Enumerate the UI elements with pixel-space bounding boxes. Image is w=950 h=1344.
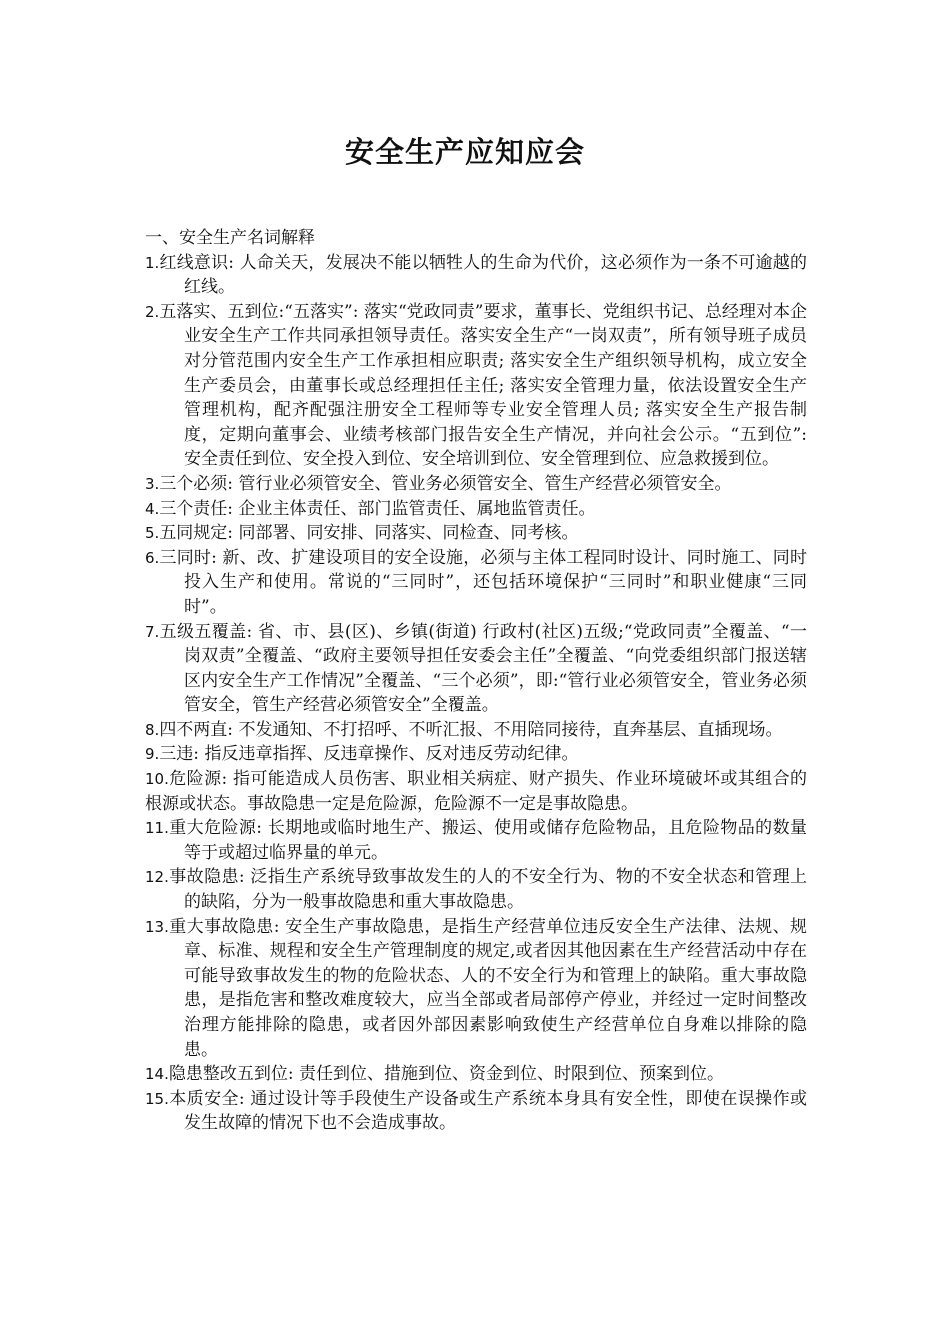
item-number: 14. xyxy=(145,1065,169,1084)
item-number: 2. xyxy=(145,302,160,321)
item-number: 1. xyxy=(145,253,160,272)
list-item xyxy=(145,767,807,816)
item-number: 8. xyxy=(145,720,160,739)
item-text: 三个必须: 管行业必须管安全、管业务必须管安全、管生产经营必须管安全。 xyxy=(159,473,732,494)
list-item xyxy=(145,1062,807,1087)
item-text: 三同时: 新、改、扩建设项目的安全设施，必须与主体工程同时设计、同时施工、同时投入生产和使用。常说的“三同时”，还包括环境保护“三同时”和职业健康“三同时”。 xyxy=(159,547,808,617)
item-text: 本质安全: 通过设计等手段使生产设备或生产系统本身具有安全性，即使在误操作或发生故障的情况下也不会造成事故。 xyxy=(168,1088,807,1134)
document-title: 安全生产应知应会 xyxy=(344,135,585,169)
item-number: 13. xyxy=(145,917,169,936)
item-text: 五级五覆盖: 省、市、县(区)、乡镇(街道) 行政村(社区)五级;“党政同责”全覆盖、“一岗双责”全覆盖、“政府主要领导担任安委会主任”全覆盖、“向党委组织部门报送辖区内安全生产工作情况”全覆盖、“三个必须”，即:“管行业必须管安全，管业务必须管安全，管生产经营必须管安全”全覆盖。 xyxy=(159,621,807,716)
item-text: 红线意识: 人命关天，发展决不能以牺牲人的生命为代价，这必须作为一条不可逾越的红线。 xyxy=(159,252,807,298)
list-item xyxy=(145,865,807,914)
list-item xyxy=(145,251,807,300)
item-number: 3. xyxy=(145,474,160,493)
item-number: 7. xyxy=(145,622,160,641)
list-item xyxy=(145,497,807,522)
item-number: 4. xyxy=(145,499,160,518)
item-text: 五落实、五到位:“五落实”: 落实“党政同责”要求，董事长、党组织书记、总经理对本企业安全生产工作共同承担领导责任。落实安全生产“一岗双责”，所有领导班子成员对分管范围内安全生产工作承担相应职责; 落实安全生产组织领导机构，成立安全生产委员会，由董事长或总经理担任主任; 落实安全管理力量，依法设置安全生产管理机构，配齐配强注册安全工程师等专业安全管理人员; 落实安全生产报告制度，定期向董事会、业绩考核部门报告安全生产情况，并向社会公示。“五到位”: 安全责任到位、安全投入到位、安全培训到位、安全管理到位、应急救援到位。 xyxy=(159,301,807,470)
list-item xyxy=(145,718,807,743)
item-text: 重大危险源: 长期地或临时地生产、搬运、使用或储存危险物品，且危险物品的数量等于或超过临界量的单元。 xyxy=(168,818,807,863)
list-item xyxy=(145,620,807,718)
item-number: 11. xyxy=(145,819,169,838)
item-text: 三违: 指反违章指挥、反违章操作、反对违反劳动纪律。 xyxy=(159,744,579,765)
list-item xyxy=(145,1087,807,1136)
item-text: 重大事故隐患: 安全生产事故隐患，是指生产经营单位违反安全生产法律、法规、规章、标准、规程和安全生产管理制度的规定,或者因其他因素在生产经营活动中存在可能导致事故发生的物的危险状态、人的不安全行为和管理上的缺陷。重大事故隐患，是指危害和整改难度较大，应当全部或者局部停产停业，并经过一定时间整改治理方能排除的隐患，或者因外部因素影响致使生产经营单位自身难以排除的隐患。 xyxy=(168,916,807,1060)
list-item xyxy=(145,915,807,1063)
section-heading: 一、安全生产名词解释 xyxy=(145,228,315,248)
item-number: 12. xyxy=(145,868,169,887)
item-number: 5. xyxy=(145,524,160,543)
item-number: 10. xyxy=(145,770,169,789)
document-body xyxy=(145,226,807,1136)
list-item xyxy=(145,742,807,767)
list-item xyxy=(145,472,807,497)
item-text: 危险源: 指可能造成人员伤害、职业相关病症、财产损失、作业环境破坏或其组合的根源或状态。事故隐患一定是危险源，危险源不一定是事故隐患。 xyxy=(145,769,807,814)
list-item xyxy=(145,300,807,472)
list-item xyxy=(145,546,807,620)
item-number: 15. xyxy=(145,1089,169,1108)
list-item xyxy=(145,521,807,546)
list-item xyxy=(145,816,807,865)
item-number: 6. xyxy=(145,548,160,567)
item-text: 五同规定: 同部署、同安排、同落实、同检查、同考核。 xyxy=(159,523,579,544)
item-number: 9. xyxy=(145,745,160,764)
item-text: 四不两直: 不发通知、不打招呼、不听汇报、不用陪同接待，直奔基层、直插现场。 xyxy=(159,719,783,740)
item-text: 事故隐患: 泛指生产系统导致事故发生的人的不安全行为、物的不安全状态和管理上的缺陷，分为一般事故隐患和重大事故隐患。 xyxy=(168,867,807,913)
item-text: 三个责任: 企业主体责任、部门监管责任、属地监管责任。 xyxy=(159,498,596,519)
item-text: 隐患整改五到位: 责任到位、措施到位、资金到位、时限到位、预案到位。 xyxy=(168,1064,724,1085)
